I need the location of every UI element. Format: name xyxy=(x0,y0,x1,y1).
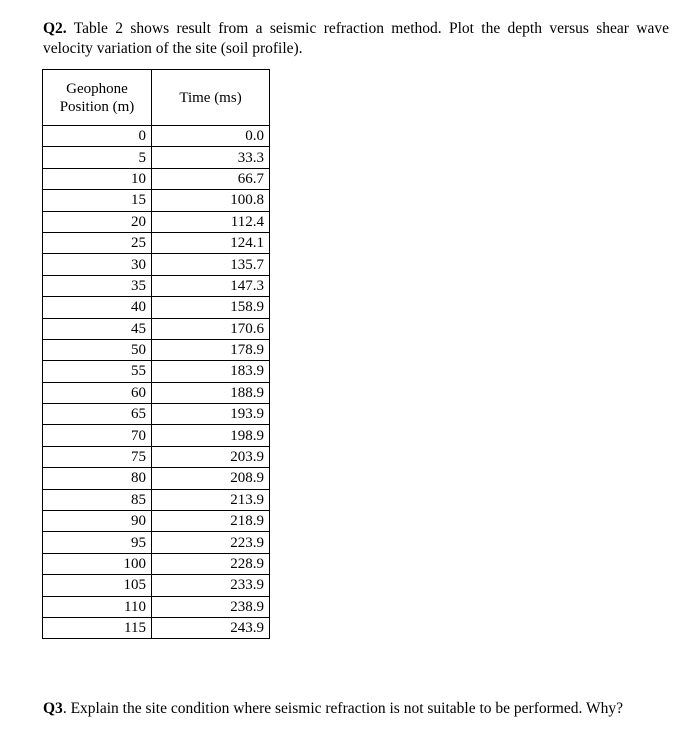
time-cell: 228.9 xyxy=(152,553,270,574)
time-cell: 188.9 xyxy=(152,382,270,403)
table-row xyxy=(43,318,270,339)
table-row xyxy=(43,126,270,147)
table-row xyxy=(43,532,270,553)
geophone-position-cell: 65 xyxy=(43,404,152,425)
geophone-position-cell: 80 xyxy=(43,468,152,489)
geophone-position-cell: 15 xyxy=(43,190,152,211)
time-cell: 213.9 xyxy=(152,489,270,510)
question-3-label: Q3 xyxy=(43,700,63,717)
header-time: Time (ms) xyxy=(152,70,270,126)
table-header-row xyxy=(43,70,270,126)
header-geophone-position: Geophone Position (m) xyxy=(43,70,152,126)
table-body xyxy=(43,126,270,639)
geophone-position-cell: 85 xyxy=(43,489,152,510)
time-cell: 198.9 xyxy=(152,425,270,446)
table-row xyxy=(43,382,270,403)
time-cell: 183.9 xyxy=(152,361,270,382)
time-cell: 193.9 xyxy=(152,404,270,425)
table-row xyxy=(43,468,270,489)
time-cell: 243.9 xyxy=(152,617,270,638)
question-2-label: Q2. xyxy=(43,20,67,37)
time-cell: 66.7 xyxy=(152,168,270,189)
table-row xyxy=(43,425,270,446)
table-row xyxy=(43,404,270,425)
time-cell: 0.0 xyxy=(152,126,270,147)
table-row xyxy=(43,489,270,510)
table-row xyxy=(43,190,270,211)
table-row xyxy=(43,168,270,189)
geophone-position-cell: 5 xyxy=(43,147,152,168)
table-row xyxy=(43,361,270,382)
time-cell: 203.9 xyxy=(152,446,270,467)
geophone-position-cell: 90 xyxy=(43,511,152,532)
geophone-position-cell: 25 xyxy=(43,232,152,253)
geophone-position-cell: 55 xyxy=(43,361,152,382)
time-cell: 170.6 xyxy=(152,318,270,339)
time-cell: 158.9 xyxy=(152,297,270,318)
geophone-position-cell: 10 xyxy=(43,168,152,189)
question-3-text: . Explain the site condition where seismic refraction is not suitable to be performed. Why? xyxy=(62,700,623,717)
table-row xyxy=(43,232,270,253)
table-row xyxy=(43,553,270,574)
geophone-position-cell: 0 xyxy=(43,126,152,147)
geophone-position-cell: 75 xyxy=(43,446,152,467)
geophone-position-cell: 100 xyxy=(43,553,152,574)
time-cell: 33.3 xyxy=(152,147,270,168)
geophone-position-cell: 70 xyxy=(43,425,152,446)
question-2 xyxy=(43,19,669,59)
geophone-position-cell: 40 xyxy=(43,297,152,318)
time-cell: 208.9 xyxy=(152,468,270,489)
table-row xyxy=(43,446,270,467)
table-row xyxy=(43,511,270,532)
time-cell: 238.9 xyxy=(152,596,270,617)
question-2-text: Table 2 shows result from a seismic refraction method. Plot the depth versus shear wave velocity variation of the site (soil profile). xyxy=(43,20,669,57)
time-cell: 218.9 xyxy=(152,511,270,532)
time-cell: 147.3 xyxy=(152,275,270,296)
geophone-position-cell: 45 xyxy=(43,318,152,339)
table-row xyxy=(43,617,270,638)
time-cell: 233.9 xyxy=(152,575,270,596)
time-cell: 100.8 xyxy=(152,190,270,211)
refraction-data-table xyxy=(42,69,270,639)
time-cell: 178.9 xyxy=(152,339,270,360)
table-row xyxy=(43,211,270,232)
question-3 xyxy=(43,699,623,719)
time-cell: 112.4 xyxy=(152,211,270,232)
geophone-position-cell: 60 xyxy=(43,382,152,403)
table-row xyxy=(43,147,270,168)
table-row xyxy=(43,596,270,617)
geophone-position-cell: 105 xyxy=(43,575,152,596)
geophone-position-cell: 50 xyxy=(43,339,152,360)
table-row xyxy=(43,254,270,275)
geophone-position-cell: 35 xyxy=(43,275,152,296)
time-cell: 223.9 xyxy=(152,532,270,553)
geophone-position-cell: 115 xyxy=(43,617,152,638)
time-cell: 135.7 xyxy=(152,254,270,275)
table-row xyxy=(43,297,270,318)
table-row xyxy=(43,339,270,360)
table-row xyxy=(43,275,270,296)
geophone-position-cell: 30 xyxy=(43,254,152,275)
time-cell: 124.1 xyxy=(152,232,270,253)
table-row xyxy=(43,575,270,596)
geophone-position-cell: 95 xyxy=(43,532,152,553)
geophone-position-cell: 110 xyxy=(43,596,152,617)
geophone-position-cell: 20 xyxy=(43,211,152,232)
